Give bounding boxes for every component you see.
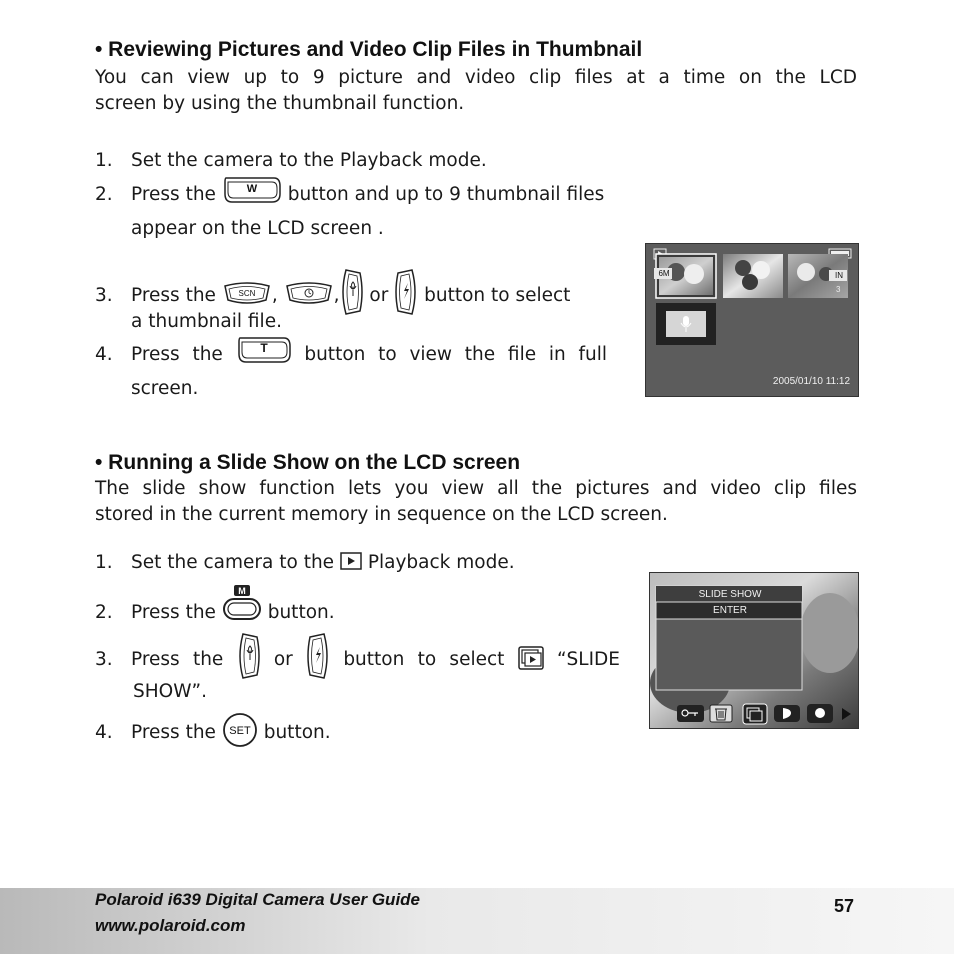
page-number: 57 <box>834 896 855 916</box>
step-4-continued: screen. <box>131 378 199 399</box>
w-label: W <box>246 183 258 195</box>
step-3: 3. Press the SCN , , or button to select <box>95 275 570 317</box>
section-heading-slideshow: • Running a Slide Show on the LCD screen <box>95 451 521 474</box>
footer-title: Polaroid i639 Digital Camera User Guide <box>95 890 421 909</box>
slideshow-step-1: 1. Set the camera to the Playback mode. <box>95 552 515 573</box>
section-heading-thumbnail: • Reviewing Pictures and Video Clip Files in Thumbnail <box>95 38 643 61</box>
step-2: 2. Press the W button and up to 9 thumbnail files <box>95 182 604 208</box>
section-intro-slideshow <box>95 476 857 528</box>
m-label: M <box>238 586 246 596</box>
slide-show-icon <box>518 646 544 670</box>
memory-badge-text: IN <box>835 271 843 280</box>
macro-up-button-icon <box>237 631 261 681</box>
slideshow-menu-title: SLIDE SHOW <box>698 589 762 600</box>
resolution-badge-text: 6M <box>658 269 670 278</box>
section-intro-thumbnail <box>95 65 857 117</box>
macro-up-button-icon <box>340 267 364 317</box>
thumbnail-index: 3 <box>836 285 841 294</box>
lcd-slideshow-screen <box>649 572 859 729</box>
t-label: T <box>259 341 268 355</box>
step-3-continued: a thumbnail file. <box>131 311 282 332</box>
slideshow-step-3: 3. Press the or button to select “SLIDE <box>95 639 620 681</box>
flash-down-button-icon <box>306 631 330 681</box>
footer-url: www.polaroid.com <box>95 916 246 935</box>
timestamp: 2005/01/10 11:12 <box>772 376 850 387</box>
slideshow-step-2: 2. Press the M button. <box>95 586 335 623</box>
slideshow-step-3-continued: SHOW”. <box>133 681 207 702</box>
intro-line: screen by using the thumbnail function. <box>95 93 465 114</box>
intro-line: stored in the current memory in sequence on the LCD screen. <box>95 504 668 525</box>
menu-m-button-icon <box>222 584 262 622</box>
set-button-icon <box>222 712 258 748</box>
step-2-continued: appear on the LCD screen . <box>131 218 384 239</box>
scn-label: SCN <box>238 289 256 298</box>
self-timer-right-button-icon <box>284 280 334 306</box>
flash-down-button-icon <box>394 267 418 317</box>
step-4: 4. Press the T button to view the file in full <box>95 342 607 368</box>
playback-icon <box>340 552 362 570</box>
zoom-t-button-icon <box>236 334 292 364</box>
step-1: 1. Set the camera to the Playback mode. <box>95 150 487 171</box>
enter-menu-item-label: ENTER <box>713 605 747 616</box>
set-label: SET <box>229 725 251 737</box>
zoom-w-button-icon <box>222 174 282 204</box>
lcd-thumbnail-screen <box>645 243 859 397</box>
scn-left-button-icon <box>222 280 272 306</box>
intro-line: The slide show function lets you view all the pictures and video clip files <box>95 478 857 499</box>
intro-line: You can view up to 9 picture and video clip files at a time on the LCD <box>95 67 857 88</box>
slideshow-step-4: 4. Press the SET button. <box>95 718 331 748</box>
